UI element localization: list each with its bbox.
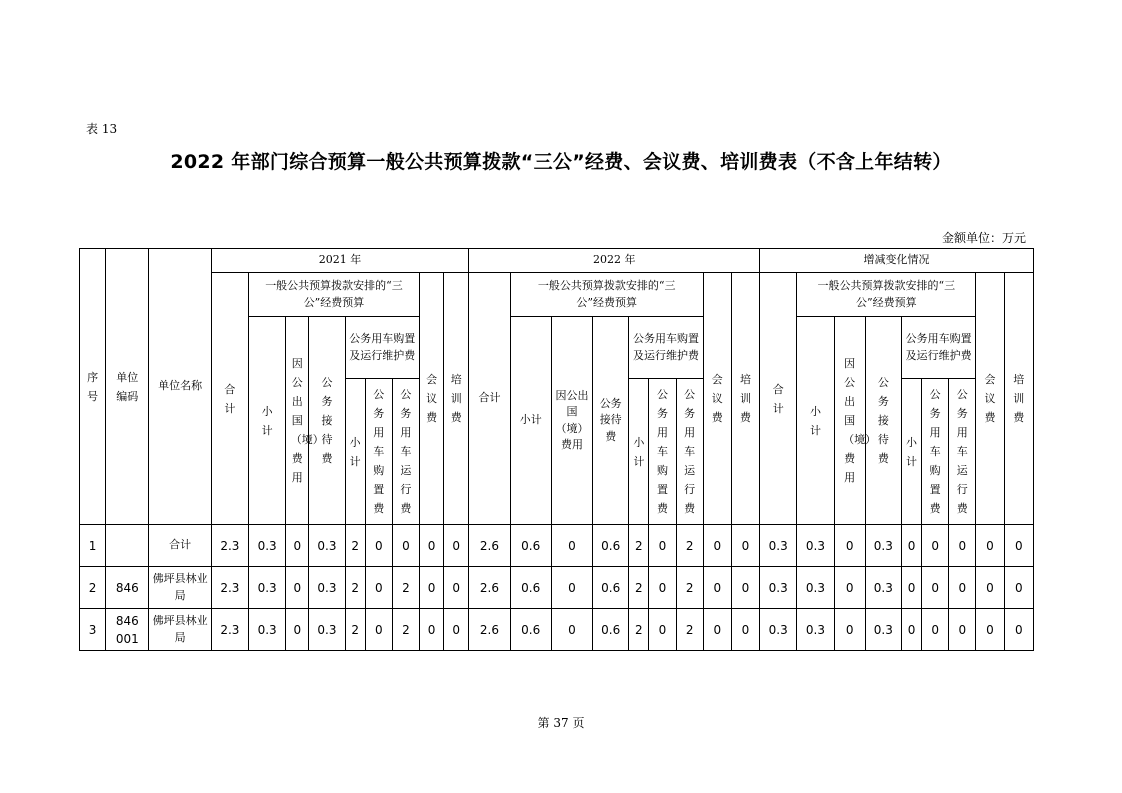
cell-unit-code: 846001 <box>106 609 149 651</box>
cell-value: 0 <box>444 609 469 651</box>
cell-seq: 2 <box>80 567 106 609</box>
cell-value: 2 <box>629 609 649 651</box>
cell-unit-name: 佛坪县林业局 <box>149 567 211 609</box>
cell-value: 0 <box>365 567 392 609</box>
header-sangong: 一般公共预算拨款安排的“三公”经费预算 <box>510 273 703 317</box>
cell-value: 0 <box>444 525 469 567</box>
cell-unit-code: 846 <box>106 567 149 609</box>
header-abroad: 因公出国（境）费用 <box>551 317 592 525</box>
cell-value: 0.6 <box>593 567 629 609</box>
cell-value: 0 <box>922 609 949 651</box>
header-subtotal: 小计 <box>510 317 551 525</box>
cell-value: 2 <box>676 609 703 651</box>
header-sangong: 一般公共预算拨款安排的“三公”经费预算 <box>249 273 420 317</box>
header-meeting: 会议费 <box>976 273 1004 525</box>
page-number: 第 37 页 <box>537 716 585 730</box>
header-row-sangong <box>80 273 1034 317</box>
cell-value: 0 <box>901 525 921 567</box>
header-vehicle-operation: 公务用车运行费 <box>392 379 419 525</box>
cell-value: 0.6 <box>510 609 551 651</box>
header-total: 合计 <box>760 273 797 525</box>
header-vehicle-purchase: 公务用车购置费 <box>649 379 676 525</box>
cell-value: 0 <box>286 525 309 567</box>
cell-value: 0 <box>922 567 949 609</box>
cell-value: 2 <box>629 567 649 609</box>
cell-value: 2 <box>676 525 703 567</box>
cell-value: 2 <box>345 525 365 567</box>
header-vehicle-subtotal: 小计 <box>629 379 649 525</box>
cell-value: 0.3 <box>760 609 797 651</box>
cell-value: 0 <box>286 609 309 651</box>
cell-value: 0 <box>1004 609 1033 651</box>
cell-value: 0 <box>420 525 444 567</box>
cell-value: 0 <box>703 609 731 651</box>
cell-value: 0 <box>703 525 731 567</box>
cell-value: 0.3 <box>865 609 901 651</box>
cell-seq: 1 <box>80 525 106 567</box>
cell-value: 0 <box>444 567 469 609</box>
cell-unit-code <box>106 525 149 567</box>
cell-value: 0 <box>420 567 444 609</box>
cell-value: 0 <box>649 525 676 567</box>
cell-value: 0 <box>922 525 949 567</box>
header-subtotal: 小计 <box>249 317 286 525</box>
cell-value: 0 <box>901 567 921 609</box>
header-change: 增减变化情况 <box>760 249 1034 273</box>
cell-value: 2.6 <box>469 609 510 651</box>
cell-value: 0 <box>731 567 759 609</box>
header-sangong: 一般公共预算拨款安排的“三公”经费预算 <box>797 273 976 317</box>
cell-value: 0 <box>834 567 865 609</box>
header-reception: 公务接待费 <box>865 317 901 525</box>
cell-value: 0.3 <box>249 567 286 609</box>
cell-value: 0.3 <box>309 525 345 567</box>
cell-value: 0 <box>976 567 1004 609</box>
header-subtotal: 小计 <box>797 317 834 525</box>
header-vehicle-subtotal: 小计 <box>345 379 365 525</box>
table-body <box>80 525 1034 651</box>
cell-value: 0.6 <box>593 609 629 651</box>
cell-seq: 3 <box>80 609 106 651</box>
cell-value: 0 <box>392 525 419 567</box>
cell-value: 2 <box>676 567 703 609</box>
cell-value: 2 <box>345 567 365 609</box>
cell-value: 0 <box>1004 567 1033 609</box>
cell-value: 0 <box>551 567 592 609</box>
cell-value: 0 <box>649 609 676 651</box>
cell-value: 0.3 <box>865 567 901 609</box>
header-vehicle-subtotal: 小计 <box>901 379 921 525</box>
cell-value: 0.3 <box>249 525 286 567</box>
cell-unit-name: 佛坪县林业局 <box>149 609 211 651</box>
cell-value: 0.3 <box>309 609 345 651</box>
header-vehicle-operation: 公务用车运行费 <box>949 379 976 525</box>
header-meeting: 会议费 <box>420 273 444 525</box>
cell-value: 0 <box>731 525 759 567</box>
cell-value: 2.6 <box>469 525 510 567</box>
header-training: 培训费 <box>731 273 759 525</box>
cell-value: 0 <box>649 567 676 609</box>
cell-value: 0 <box>703 567 731 609</box>
cell-value: 0 <box>949 609 976 651</box>
cell-value: 2.6 <box>469 567 510 609</box>
cell-value: 0.3 <box>249 609 286 651</box>
header-meeting: 会议费 <box>703 273 731 525</box>
cell-value: 0 <box>949 567 976 609</box>
header-vehicle: 公务用车购置及运行维护费 <box>629 317 703 379</box>
cell-value: 2 <box>392 609 419 651</box>
cell-value: 0.3 <box>309 567 345 609</box>
cell-value: 0 <box>551 525 592 567</box>
table-label: 表 13 <box>86 122 118 136</box>
cell-value: 0 <box>949 525 976 567</box>
cell-value: 0 <box>976 609 1004 651</box>
cell-value: 0 <box>420 609 444 651</box>
cell-value: 0 <box>286 567 309 609</box>
table-row <box>80 525 1034 567</box>
header-year-2021: 2021 年 <box>211 249 469 273</box>
header-unit-code: 单位编码 <box>106 249 149 525</box>
table-row <box>80 567 1034 609</box>
header-unit-name: 单位名称 <box>149 249 211 525</box>
header-total: 合计 <box>211 273 248 525</box>
cell-value: 0 <box>1004 525 1033 567</box>
cell-value: 0.3 <box>865 525 901 567</box>
header-abroad: 因公出国（境）费用 <box>286 317 309 525</box>
header-reception: 公务接待费 <box>593 317 629 525</box>
cell-value: 0 <box>901 609 921 651</box>
cell-value: 2.3 <box>211 525 248 567</box>
cell-value: 0 <box>551 609 592 651</box>
header-vehicle: 公务用车购置及运行维护费 <box>901 317 975 379</box>
header-vehicle-purchase: 公务用车购置费 <box>365 379 392 525</box>
header-reception: 公务接待费 <box>309 317 345 525</box>
cell-value: 0.3 <box>760 525 797 567</box>
cell-value: 0 <box>834 609 865 651</box>
header-vehicle-purchase: 公务用车购置费 <box>922 379 949 525</box>
header-training: 培训费 <box>1004 273 1033 525</box>
header-training: 培训费 <box>444 273 469 525</box>
cell-value: 0 <box>731 609 759 651</box>
cell-value: 0.6 <box>593 525 629 567</box>
cell-value: 0.3 <box>797 525 834 567</box>
cell-value: 0 <box>976 525 1004 567</box>
header-row-years <box>80 249 1034 273</box>
header-vehicle: 公务用车购置及运行维护费 <box>345 317 419 379</box>
cell-value: 2 <box>345 609 365 651</box>
cell-value: 0 <box>365 609 392 651</box>
table-row <box>80 609 1034 651</box>
cell-value: 0.3 <box>760 567 797 609</box>
header-abroad: 因公出国（境）费用 <box>834 317 865 525</box>
cell-value: 0.6 <box>510 567 551 609</box>
cell-value: 2.3 <box>211 609 248 651</box>
cell-value: 0.3 <box>797 609 834 651</box>
header-year-2022: 2022 年 <box>469 249 760 273</box>
header-vehicle-operation: 公务用车运行费 <box>676 379 703 525</box>
unit-note: 金额单位：万元 <box>941 231 1026 245</box>
cell-value: 0.6 <box>510 525 551 567</box>
cell-value: 0 <box>365 525 392 567</box>
header-total: 合计 <box>469 273 510 525</box>
cell-value: 0.3 <box>797 567 834 609</box>
cell-value: 2 <box>629 525 649 567</box>
cell-value: 2.3 <box>211 567 248 609</box>
cell-unit-name: 合计 <box>149 525 211 567</box>
page-title: 2022 年部门综合预算一般公共预算拨款“三公”经费、会议费、培训费表（不含上年结转） <box>170 151 952 173</box>
cell-value: 2 <box>392 567 419 609</box>
cell-value: 0 <box>834 525 865 567</box>
header-seq: 序号 <box>80 249 106 525</box>
budget-table <box>79 248 1034 651</box>
